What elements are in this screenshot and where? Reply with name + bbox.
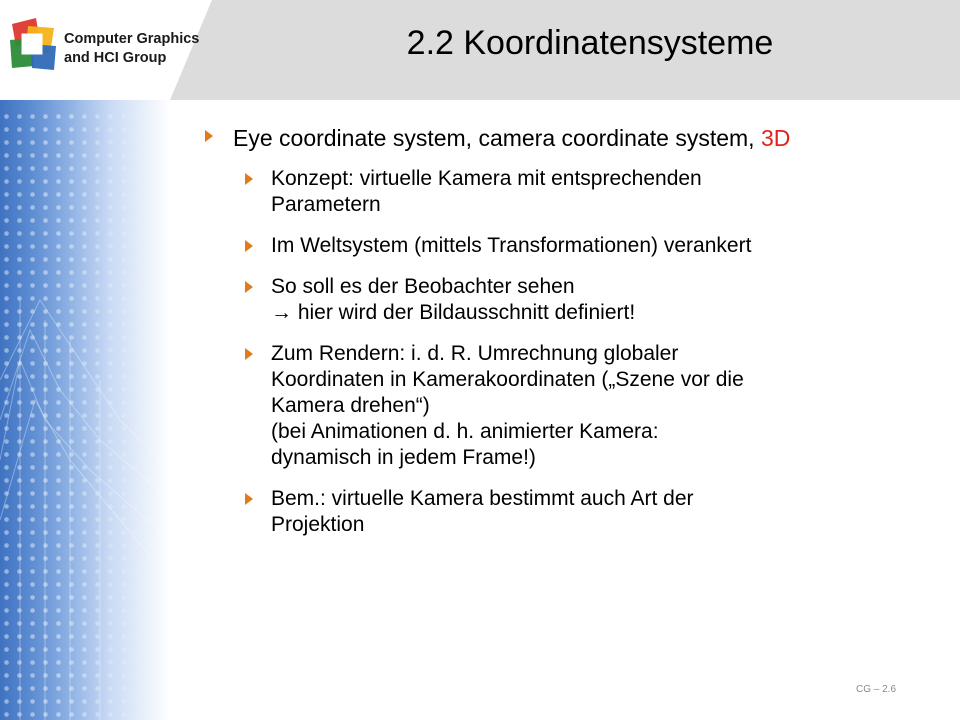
sub-bullet-4	[195, 341, 925, 471]
sub-bullet-4-line-2: Koordinaten in Kamerakoordinaten („Szene vor die	[271, 368, 744, 391]
group-logo-icon	[6, 16, 60, 72]
slide-content	[195, 124, 925, 553]
main-bullet-highlight: 3D	[760, 125, 791, 151]
sub-bullet-3-line-2: → hier wird der Bildausschnitt definiert!	[271, 301, 636, 324]
triangle-bullet-icon	[245, 348, 253, 360]
slide-title: 2.2 Koordinatensysteme	[406, 24, 774, 62]
sub-bullet-3-line-1: So soll es der Beobachter sehen	[271, 275, 575, 298]
triangle-bullet-icon	[245, 493, 253, 505]
wireframe-decoration	[0, 0, 170, 720]
sub-bullet-4-line-4: (bei Animationen d. h. animierter Kamera:	[271, 420, 659, 443]
triangle-bullet-icon	[245, 240, 253, 252]
sub-bullet-3	[195, 274, 925, 326]
sub-bullet-1-line-1: Konzept: virtuelle Kamera mit entsprechenden	[271, 167, 702, 190]
sub-bullet-1-line-2: Parametern	[271, 193, 381, 216]
logo-line-2: and HCI Group	[64, 50, 167, 66]
logo-line-1: Computer Graphics	[64, 31, 200, 47]
sub-bullet-5-line-1: Bem.: virtuelle Kamera bestimmt auch Art der	[271, 487, 694, 510]
slide-number: CG – 2.6	[856, 684, 897, 695]
sub-bullet-2-line-1: Im Weltsystem (mittels Transformationen) verankert	[271, 234, 752, 257]
triangle-bullet-icon	[205, 130, 213, 142]
sub-bullet-4-line-5: dynamisch in jedem Frame!)	[271, 446, 536, 469]
main-bullet	[195, 124, 925, 152]
sub-bullet-5	[195, 486, 925, 538]
sub-bullet-2	[195, 233, 925, 259]
triangle-bullet-icon	[245, 173, 253, 185]
group-logo-text	[64, 30, 199, 68]
sub-bullet-5-line-2: Projektion	[271, 513, 365, 536]
sub-bullet-1	[195, 166, 925, 218]
triangle-bullet-icon	[245, 281, 253, 293]
main-bullet-text: Eye coordinate system, camera coordinate system,	[233, 125, 761, 151]
decorative-side-band	[0, 0, 170, 720]
sub-bullet-4-line-3: Kamera drehen“)	[271, 394, 430, 417]
sub-bullet-4-line-1: Zum Rendern: i. d. R. Umrechnung globaler	[271, 342, 679, 365]
